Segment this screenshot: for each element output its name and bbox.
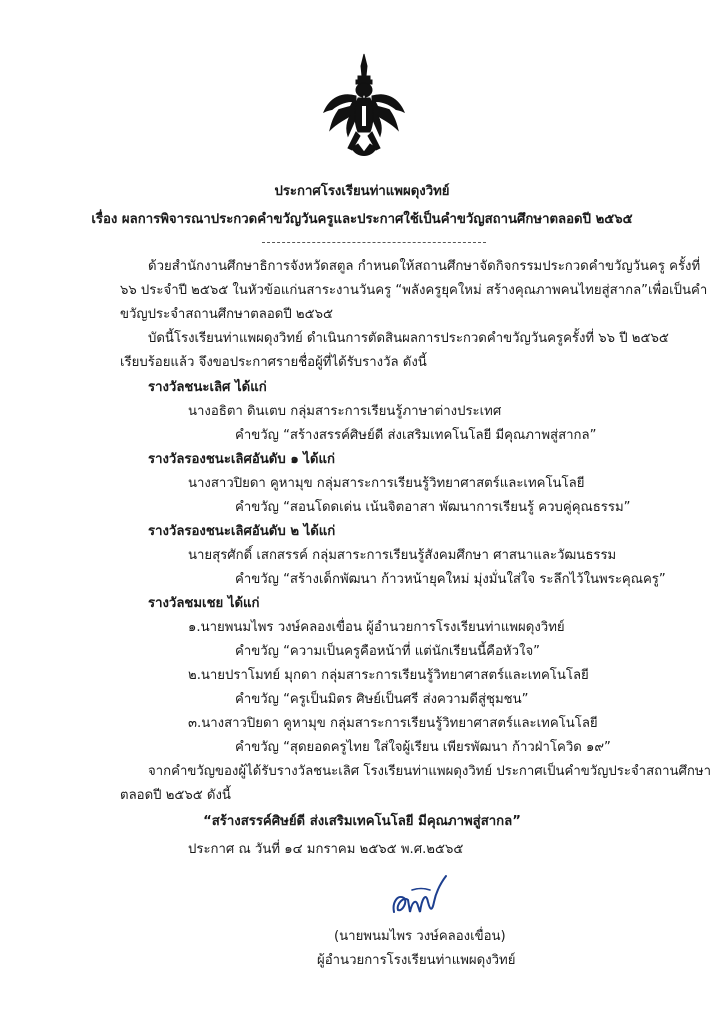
intro-p1-line2: ๖๖ ประจำปี ๒๕๖๕ ในหัวข้อแก่นสาระงานวันครู “พลังครูยุคใหม่ สร้างคุณภาพคนไทยสู่สากล”เพื่อเป็นคำ — [120, 283, 708, 298]
honorable-slogan-3: คำขวัญ “สุดยอดครูไทย ใส่ใจผู้เรียน เพียรพัฒนา ก้าวฝ่าโควิด ๑๙” — [235, 740, 611, 755]
honorable-slogan-2: คำขวัญ “ครูเป็นมิตร ศิษย์เป็นศรี ส่งความดีสู่ชุมชน” — [235, 692, 529, 707]
honorable-person-2: ๒.นายปราโมทย์ มุกดา กลุ่มสาระการเรียนรู้วิทยาศาสตร์และเทคโนโลยี — [188, 668, 589, 683]
award-honorable-heading: รางวัลชมเชย ได้แก่ — [148, 596, 260, 611]
honorable-person-1: ๑.นายพนมไพร วงษ์คลองเขื่อน ผู้อำนวยการโรงเรียนท่าแพผดุงวิทย์ — [188, 620, 565, 635]
award-first-runner-up-heading: รางวัลรองชนะเลิศอันดับ ๑ ได้แก่ — [148, 452, 335, 467]
award-second-runner-up-slogan: คำขวัญ “สร้างเด็กพัฒนา ก้าวหน้ายุคใหม่ มุ่งมั่นใส่ใจ ระลึกไว้ในพระคุณครู” — [235, 572, 666, 587]
award-second-runner-up-heading: รางวัลรองชนะเลิศอันดับ ๒ ได้แก่ — [148, 524, 336, 539]
honorable-person-3: ๓.นางสาวปิยดา คูหามุข กลุ่มสาระการเรียนรู้วิทยาศาสตร์และเทคโนโลยี — [188, 716, 598, 731]
honorable-slogan-1: คำขวัญ “ความเป็นครูคือหน้าที่ แต่นักเรียนนี้คือหัวใจ” — [235, 644, 541, 659]
conclusion-line1: จากคำขวัญของผู้ได้รับรางวัลชนะเลิศ โรงเรียนท่าแพผดุงวิทย์ ประกาศเป็นคำขวัญประจำสถานศึกษา — [148, 764, 711, 779]
intro-p2-line2: เรียบร้อยแล้ว จึงขอประกาศรายชื่อผู้ที่ได้รับรางวัล ดังนี้ — [120, 355, 427, 370]
school-slogan: “สร้างสรรค์ศิษย์ดี ส่งเสริมเทคโนโลยี มีคุณภาพสู่สากล” — [203, 814, 521, 829]
signature-icon — [388, 872, 448, 920]
document-subject: เรื่อง ผลการพิจารณาประกวดคำขวัญวันครูและประกาศใช้เป็นคำขวัญสถานศึกษาตลอดปี ๒๕๖๕ — [91, 212, 633, 227]
award-first-runner-up-slogan: คำขวัญ “สอนโดดเด่น เน้นจิตอาสา พัฒนาการเรียนรู้ ควบคู่คุณธรรม” — [235, 500, 631, 515]
award-first-runner-up-person: นางสาวปิยดา คูหามุข กลุ่มสาระการเรียนรู้วิทยาศาสตร์และเทคโนโลยี — [188, 476, 585, 491]
header-divider — [262, 242, 486, 243]
intro-p1-line3: ขวัญประจำสถานศึกษาตลอดปี ๒๕๖๕ — [120, 307, 333, 322]
document-title: ประกาศโรงเรียนท่าแพผดุงวิทย์ — [274, 184, 450, 199]
award-winner-person: นางอธิตา ดินเตบ กลุ่มสาระการเรียนรู้ภาษาต่างประเทศ — [188, 404, 502, 419]
intro-p1-line1: ด้วยสำนักงานศึกษาธิการจังหวัดสตูล กำหนดให้สถานศึกษาจัดกิจกรรมประกวดคำขวัญวันครู ครั้งที่ — [148, 259, 701, 274]
announce-date: ประกาศ ณ วันที่ ๑๔ มกราคม ๒๕๖๕ พ.ศ.๒๕๖๕ — [188, 842, 464, 857]
award-winner-slogan: คำขวัญ “สร้างสรรค์ศิษย์ดี ส่งเสริมเทคโนโลยี มีคุณภาพสู่สากล” — [235, 428, 597, 443]
award-second-runner-up-person: นายสุรศักดิ์ เสกสรรค์ กลุ่มสาระการเรียนรู้สังคมศึกษา ศาสนาและวัฒนธรรม — [188, 548, 617, 563]
conclusion-line2: ตลอดปี ๒๕๖๕ ดังนี้ — [120, 788, 231, 803]
award-winner-heading: รางวัลชนะเลิศ ได้แก่ — [148, 380, 267, 395]
intro-p2-line1: บัดนี้โรงเรียนท่าแพผดุงวิทย์ ดำเนินการตัดสินผลการประกวดคำขวัญวันครูครั้งที่ ๖๖ ปี ๒๕๖๕ — [148, 331, 669, 346]
signer-position: ผู้อำนวยการโรงเรียนท่าแพผดุงวิทย์ — [317, 953, 516, 968]
garuda-emblem-icon — [322, 52, 406, 160]
signer-name: (นายพนมไพร วงษ์คลองเขื่อน) — [334, 929, 506, 944]
